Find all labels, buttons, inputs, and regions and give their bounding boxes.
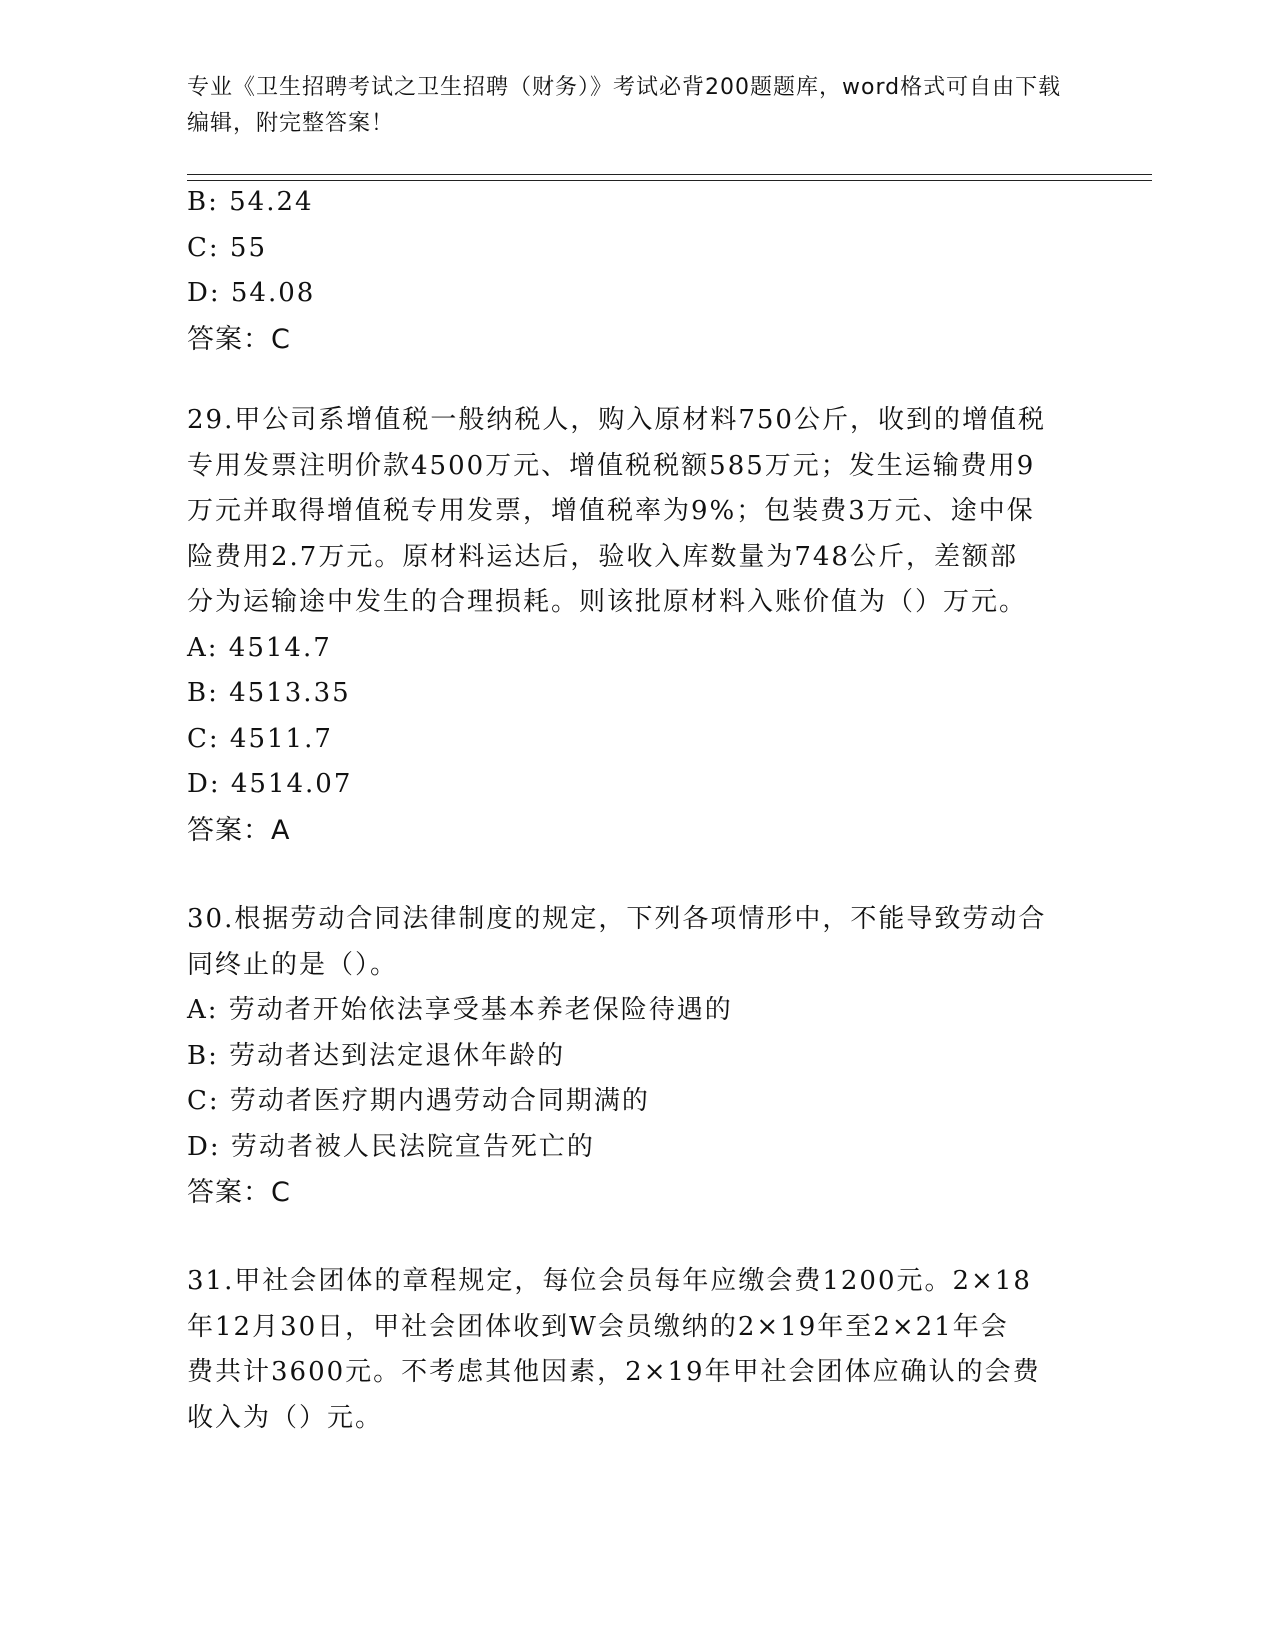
question-30-option-a: A: 劳动者开始依法享受基本养老保险待遇的	[187, 995, 733, 1025]
question-29-line-2: 专用发票注明价款4500万元、增值税税额585万元；发生运输费用9	[187, 450, 1036, 481]
question-30	[187, 897, 1077, 1216]
page-header: 专业《卫生招聘考试之卫生招聘（财务）》考试必背200题题库，word格式可自由下载编辑，附完整答案！	[187, 75, 1062, 136]
question-30-line-2: 同终止的是（）。	[187, 949, 399, 980]
question-31-line-1: 31.甲社会团体的章程规定，每位会员每年应缴会费1200元。2×18	[187, 1266, 1032, 1296]
question-29-answer: 答案：A	[187, 814, 291, 846]
header-divider-top	[187, 174, 1152, 175]
question-29-line-3: 万元并取得增值税专用发票，增值税率为9%；包装费3万元、途中保	[187, 496, 1035, 526]
question-29-option-a: A: 4514.7	[187, 632, 332, 663]
question-29-option-d: D: 4514.07	[187, 769, 353, 799]
question-31-line-4: 收入为（）元。	[187, 1402, 384, 1433]
option-d: D: 54.08	[187, 278, 316, 308]
question-29-option-b: B: 4513.35	[187, 678, 351, 708]
question-29-line-5: 分为运输途中发生的合理损耗。则该批原材料入账价值为（）万元。	[187, 587, 1028, 617]
question-30-line-1: 30.根据劳动合同法律制度的规定，下列各项情形中，不能导致劳动合	[187, 904, 1047, 934]
option-c: C: 55	[187, 232, 268, 263]
answer-line: 答案：C	[187, 323, 291, 355]
prev-question-block	[187, 180, 1077, 362]
question-31-line-2: 年12月30日，甲社会团体收到W会员缴纳的2×19年至2×21年会	[187, 1311, 1009, 1342]
question-29-line-4: 险费用2.7万元。原材料运达后，验收入库数量为748公斤，差额部	[187, 541, 1018, 572]
question-29-option-c: C: 4511.7	[187, 723, 333, 754]
question-30-option-b: B: 劳动者达到法定退休年龄的	[187, 1040, 566, 1071]
question-30-answer: 答案：C	[187, 1177, 291, 1208]
question-29	[187, 398, 1077, 853]
question-30-option-c: C: 劳动者医疗期内遇劳动合同期满的	[187, 1086, 650, 1116]
question-31-line-3: 费共计3600元。不考虑其他因素，2×19年甲社会团体应确认的会费	[187, 1357, 1041, 1387]
question-30-option-d: D: 劳动者被人民法院宣告死亡的	[187, 1131, 595, 1162]
question-29-line-1: 29.甲公司系增值税一般纳税人，购入原材料750公斤，收到的增值税	[187, 405, 1046, 435]
question-31	[187, 1259, 1077, 1441]
option-b: B: 54.24	[187, 187, 314, 217]
